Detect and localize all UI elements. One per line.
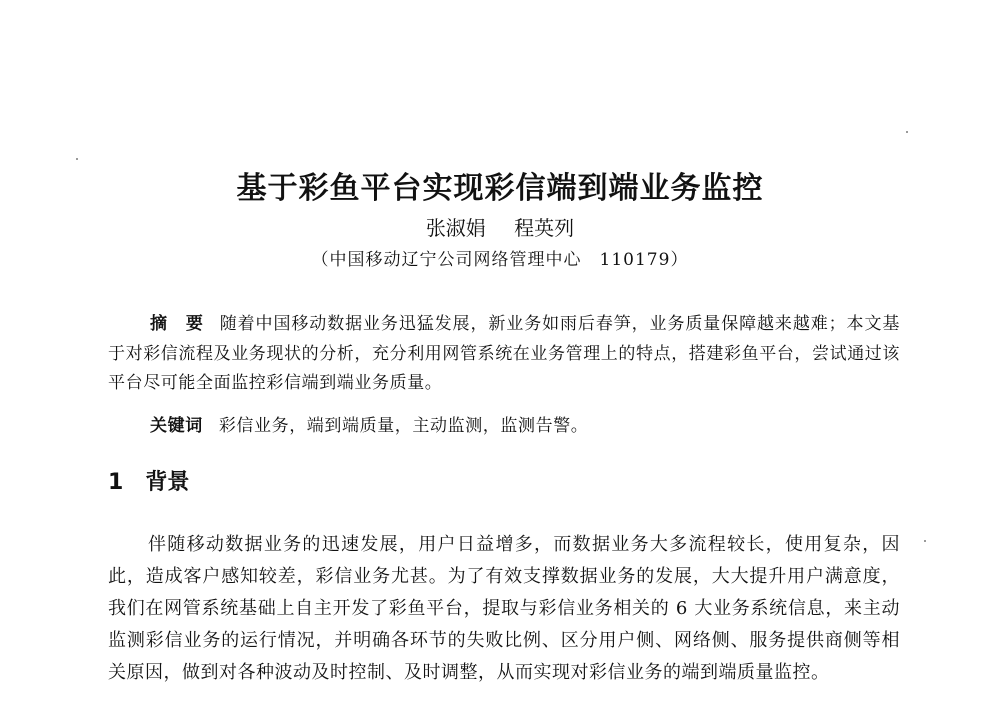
keywords-text: 彩信业务，端到端质量，主动监测，监测告警。 [218,416,589,436]
abstract-paragraph [108,310,900,399]
abstract-label: 摘 要 [150,314,204,334]
section-title: 背景 [145,470,190,495]
section-number: 1 [108,470,124,495]
author-name: 张淑娟 [425,216,486,240]
keywords-label: 关键词 [150,416,203,436]
keywords-paragraph [108,412,900,441]
scan-speck [924,540,926,542]
scan-speck [906,131,908,133]
section-heading [108,467,189,499]
abstract-text: 随着中国移动数据业务迅猛发展，新业务如雨后春笋，业务质量保障越来越难；本文基于对彩信流程及业务现状的分析，充分利用网管系统在业务管理上的特点，搭建彩鱼平台，尝试通过该平台尽可能全面监控彩信端到端业务质量。 [108,314,900,393]
section-paragraph: 伴随移动数据业务的迅速发展，用户日益增多，而数据业务大多流程较长，使用复杂，因此，造成客户感知较差，彩信业务尤甚。为了有效支撑数据业务的发展，大大提升用户满意度，我们在网管系统基础上自主开发了彩鱼平台，提取与彩信业务相关的 6 大业务系统信息，来主动监测彩信业务的运行情况，并明确各环节的失败比例、区分用户侧、网络侧、服务提供商侧等相关原因，做到对各种波动及时控制、及时调整，从而实现对彩信业务的端到端质量监控。 [108,534,900,683]
scan-speck [76,158,78,160]
author-list [0,214,1000,242]
author-affiliation: （中国移动辽宁公司网络管理中心 110179） [311,250,689,270]
paper-title: 基于彩鱼平台实现彩信端到端业务监控 [236,171,764,206]
author-name: 程英列 [514,216,575,240]
